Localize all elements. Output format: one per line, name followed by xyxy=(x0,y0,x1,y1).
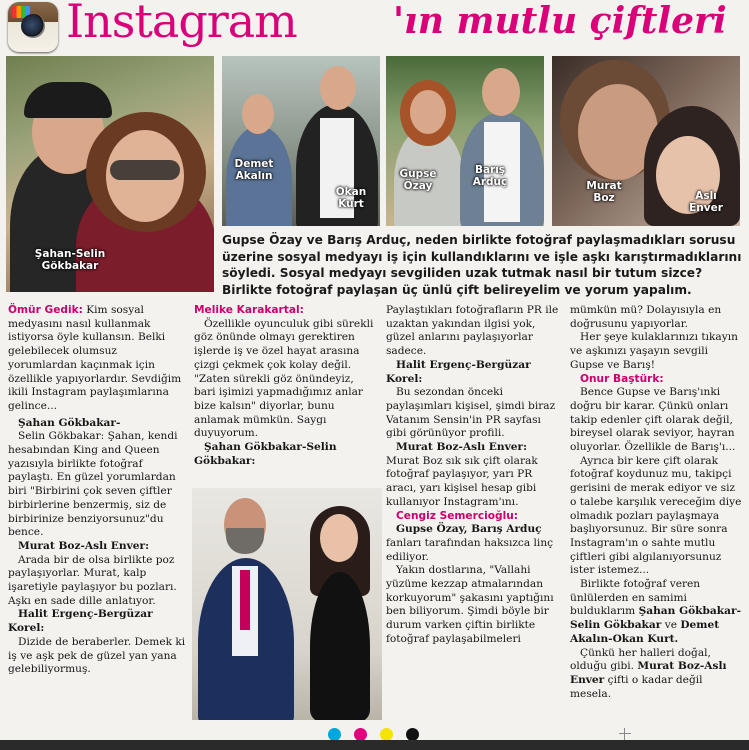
col3-para-2: Murat Boz sık sık çift olarak fotoğraf paylaşıyor, yarı PR aracı, yarı kişisel hesap gibi kullanıyor Instagram'ını. xyxy=(386,454,538,508)
col4-para-5-a: Çünkü her halleri doğal, olduğu gibi. xyxy=(570,646,711,673)
col1-heading-2-text: Murat Boz-Aslı Enver: xyxy=(18,539,149,552)
col3-para-3 xyxy=(386,523,564,564)
col4-para-4-c: ve xyxy=(661,619,681,632)
col2-author xyxy=(194,304,376,318)
col3-para-0: Paylaştıkları fotoğrafların PR ile uzaktan yakından ilgisi yok, güzel anlarını paylaşıyorlar sadece. xyxy=(386,304,559,358)
col1-para-4: Dizide de beraberler. Demek ki iş ve aşk pek de güzel yan yana gelebiliyormuş. xyxy=(8,635,186,676)
caption-p2-b-line2: Kurt xyxy=(338,198,364,210)
intro-paragraph: Gupse Özay ve Barış Arduç, neden birlikte fotoğraf paylaşmadıkları sorusu üzerine sosyal medyayı iş için kullandıklarını ve işle aşkı karıştırmadıklarını söyledi. Sosyal medyayı sevgiliden uzak tutmak nasıl bir tutum sizce? Birlikte fotoğraf paylaşan üç ünlü çift belireyelim ve yorum yapalım. xyxy=(222,233,742,297)
beard xyxy=(226,528,264,554)
tie xyxy=(240,570,250,630)
col2-heading-1-text: Şahan Gökbakar-Selin Gökbakar: xyxy=(194,441,337,467)
caption-p4-a-line2: Boz xyxy=(593,192,615,204)
caption-p2-b xyxy=(326,186,376,210)
caption-p1-line2: Gökbakar xyxy=(41,260,99,272)
caption-p3-a xyxy=(396,168,440,192)
col4-author xyxy=(570,373,742,387)
figure-woman xyxy=(310,572,370,720)
col3-heading-2-text: Murat Boz-Aslı Enver: xyxy=(396,441,527,454)
photo-sahan-selin xyxy=(6,56,214,292)
column-4 xyxy=(570,304,742,701)
col3-heading-1-text: Halit Ergenç-Bergüzar Korel: xyxy=(386,358,531,385)
face-man xyxy=(482,68,520,116)
caption-p3-a-line1: Gupse xyxy=(399,168,437,180)
caption-p2-a xyxy=(226,158,282,182)
col3-heading-1 xyxy=(386,359,564,386)
col1-para-2: Selin Gökbakar: Şahan, kendi hesabından King and Queen yazısıyla birlikte fotoğraf paylaştı. En güzel yorumlardan biri "Birbirini çok seven çiftler birbirlerine benzermiş, siz de birbirinize benziyorsunuz"du bence. xyxy=(8,430,178,539)
author-onur-basturk: Onur Baştürk: xyxy=(580,372,664,385)
column-1 xyxy=(8,304,188,677)
col1-heading-2 xyxy=(8,540,188,554)
face-woman xyxy=(320,514,358,562)
col4-para-1: Her şeye kulaklarınızı tıkayın ve aşkınızı yaşayın sevgili Gupse ve Barış! xyxy=(570,331,738,371)
caption-p2-a-line2: Akalın xyxy=(235,170,273,182)
col1-para-1 xyxy=(8,304,188,414)
crop-mark-icon xyxy=(619,728,631,740)
col4-para-0: mümkün mü? Dolayısıyla en doğrusunu yapıyorlar. xyxy=(570,304,722,330)
col1-heading-1-text: Şahan Gökbakar- xyxy=(18,416,121,429)
caption-p1-line1: Şahan-Selin xyxy=(34,248,106,260)
instagram-camera-icon xyxy=(8,2,58,52)
caption-p4-a-line1: Murat xyxy=(586,180,622,192)
caption-p3-b-line1: Barış xyxy=(474,164,506,176)
caption-p3-a-line2: Özay xyxy=(403,180,433,192)
caption-p1 xyxy=(30,248,110,272)
col3-author xyxy=(386,510,564,524)
photo-halit-berguzar xyxy=(192,488,382,720)
photo-gupse-baris xyxy=(386,56,544,226)
column-3 xyxy=(386,304,564,647)
col4-para-4-b: Şahan Gökbakar-Selin Gökbakar xyxy=(570,605,741,632)
author-omur-gedik: Ömür Gedik: xyxy=(8,304,83,316)
col3-para-3-bold: Gupse Özay, Barış Arduç xyxy=(396,523,542,536)
headline-main: Instagram xyxy=(66,0,297,48)
col4-para-2: Bence Gupse ve Barış'ınki doğru bir karar. Çünkü onları takip edenler çift olarak değil, bireysel olarak seviyor, hayran oluyorlar. Özellikle de Barış'ı... xyxy=(570,386,736,454)
col3-para-4: Yakın dostlarına, "Vallahi yüzüme kezzap atmalarından korkuyorum" şakasını yaptığını ben biliyorum. Şimdi böyle bir durum varken çiftin birlikte fotoğraf paylaşabilmeleri xyxy=(386,564,554,645)
col1-text-1: Kim sosyal medyasını nasıl kullanmak istiyorsa öyle kullansın. Belki gelebilecek olumsuz yorumlardan kaçınmak için özellikle yapıyorlardır. Sevdiğim ikili Instagram paylaşımlarına gelince... xyxy=(8,304,182,412)
photo-demet-okan xyxy=(222,56,380,226)
face-woman xyxy=(242,94,274,134)
article-header xyxy=(0,0,749,54)
caption-p4-b xyxy=(684,190,728,214)
col1-heading-3 xyxy=(8,608,188,635)
col3-para-3-text: fanları tarafından haksızca linç ediliyor. xyxy=(386,536,554,563)
col3-para-1: Bu sezondan önceki paylaşımları kişisel, şimdi biraz Vatanım Sensin'in PR sayfası gibi görünüyor profili. xyxy=(386,386,556,440)
face-man xyxy=(320,66,356,110)
col3-heading-2 xyxy=(386,441,564,455)
column-2 xyxy=(194,304,376,468)
headline-sub: 'ın mutlu çiftleri xyxy=(393,0,727,42)
col2-heading-1 xyxy=(194,441,376,468)
author-cengiz-semercioglu: Cengiz Semercioğlu: xyxy=(396,509,519,522)
col1-para-3: Arada bir de olsa birlikte poz paylaşıyorlar. Murat, kalp işaretiyle paylaşıyor bu pozları. Aşkı en sade dille anlatıyor. xyxy=(8,553,177,607)
caption-p2-b-line1: Okan xyxy=(335,186,367,198)
author-melike-karakartal: Melike Karakartal: xyxy=(194,304,304,316)
bottom-edge xyxy=(0,740,749,750)
photo-murat-asli xyxy=(552,56,740,226)
sunglasses xyxy=(110,160,180,180)
col4-para-3: Ayrıca bir kere çift olarak fotoğraf koydunuz mu, takipçi gerisini de merak ediyor ve siz o talebe karşılık vereceğim diye olmadık pozları paylaşmaya başlıyorsunuz. Bir süre sonra Instagram'ın o sahte mutlu çiftleri gibi algılanıyorsunuz ister istemez... xyxy=(570,454,742,577)
col2-para-1: Özellikle oyunculuk gibi sürekli göz önünde olmayı gerektiren işlerde iş ve özel hayat arasına çizgi çekmek çok kolay değil. "Zaten sürekli göz önündeyiz, bari işimizi yapmadığımız anlar bize kalsın" diyorlar, bunu anlamak mümkün. Saygı duyuyorum. xyxy=(194,317,374,440)
caption-p2-a-line1: Demet xyxy=(234,158,274,170)
col4-para-4-d: Demet Akalın-Okan Kurt. xyxy=(570,619,720,645)
col1-heading-3-text: Halit Ergenç-Bergüzar Korel: xyxy=(8,608,153,635)
col4-para-5-b: Murat Boz-Aslı Enver xyxy=(570,660,727,686)
caption-p3-b xyxy=(468,164,512,188)
col1-heading-1 xyxy=(8,417,188,431)
caption-p4-a xyxy=(582,180,626,204)
caption-p3-b-line2: Arduç xyxy=(472,176,508,188)
caption-p4-b-line2: Enver xyxy=(689,202,723,214)
col4-para-5 xyxy=(570,647,742,702)
col4-para-5-c: çifti o kadar değil mesela. xyxy=(570,673,703,700)
cap xyxy=(24,82,112,118)
col4-para-4 xyxy=(570,578,742,647)
face-woman xyxy=(410,90,446,134)
logo-lens xyxy=(21,14,45,38)
col4-para-4-a: Birlikte fotoğraf veren ünlülerden en samimi bulduklarım xyxy=(570,578,701,618)
caption-p4-b-line1: Aslı xyxy=(695,190,717,202)
